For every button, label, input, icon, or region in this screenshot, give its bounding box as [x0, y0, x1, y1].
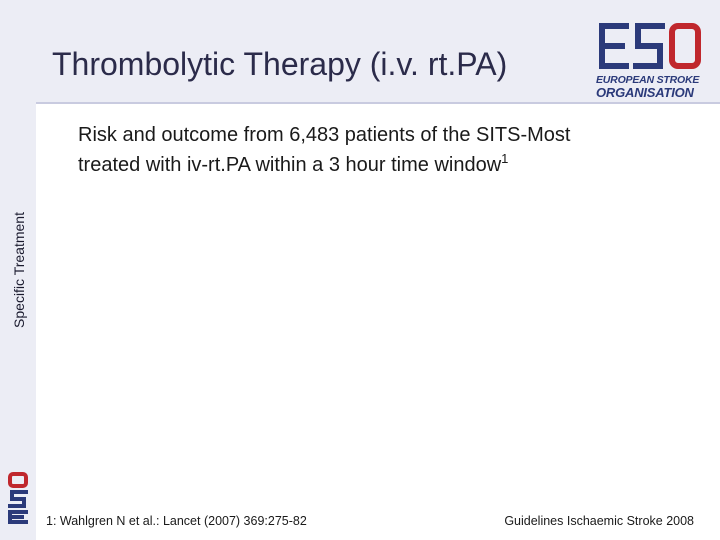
header-divider — [36, 102, 720, 104]
page-title: Thrombolytic Therapy (i.v. rt.PA) — [52, 46, 508, 82]
brand-line-organisation: ORGANISATION — [596, 85, 694, 100]
footer-reference: 1: Wahlgren N et al.: Lancet (2007) 369:275-82 — [46, 514, 307, 528]
sidebar-section-label: Specific Treatment — [11, 212, 27, 328]
sidebar — [0, 0, 36, 540]
footer-source: Guidelines Ischaemic Stroke 2008 — [504, 514, 694, 528]
brand-line-european-stroke: EUROPEAN STROKE — [596, 74, 700, 86]
body-line-1: Risk and outcome from 6,483 patients of the SITS-Most — [78, 124, 571, 146]
eso-logo-icon — [596, 16, 706, 72]
body-line-2: treated with iv-rt.PA within a 3 hour time window — [78, 154, 502, 176]
footnote-marker: 1 — [501, 151, 509, 166]
body-paragraph — [78, 120, 698, 180]
eso-logo-small-icon — [3, 470, 33, 526]
